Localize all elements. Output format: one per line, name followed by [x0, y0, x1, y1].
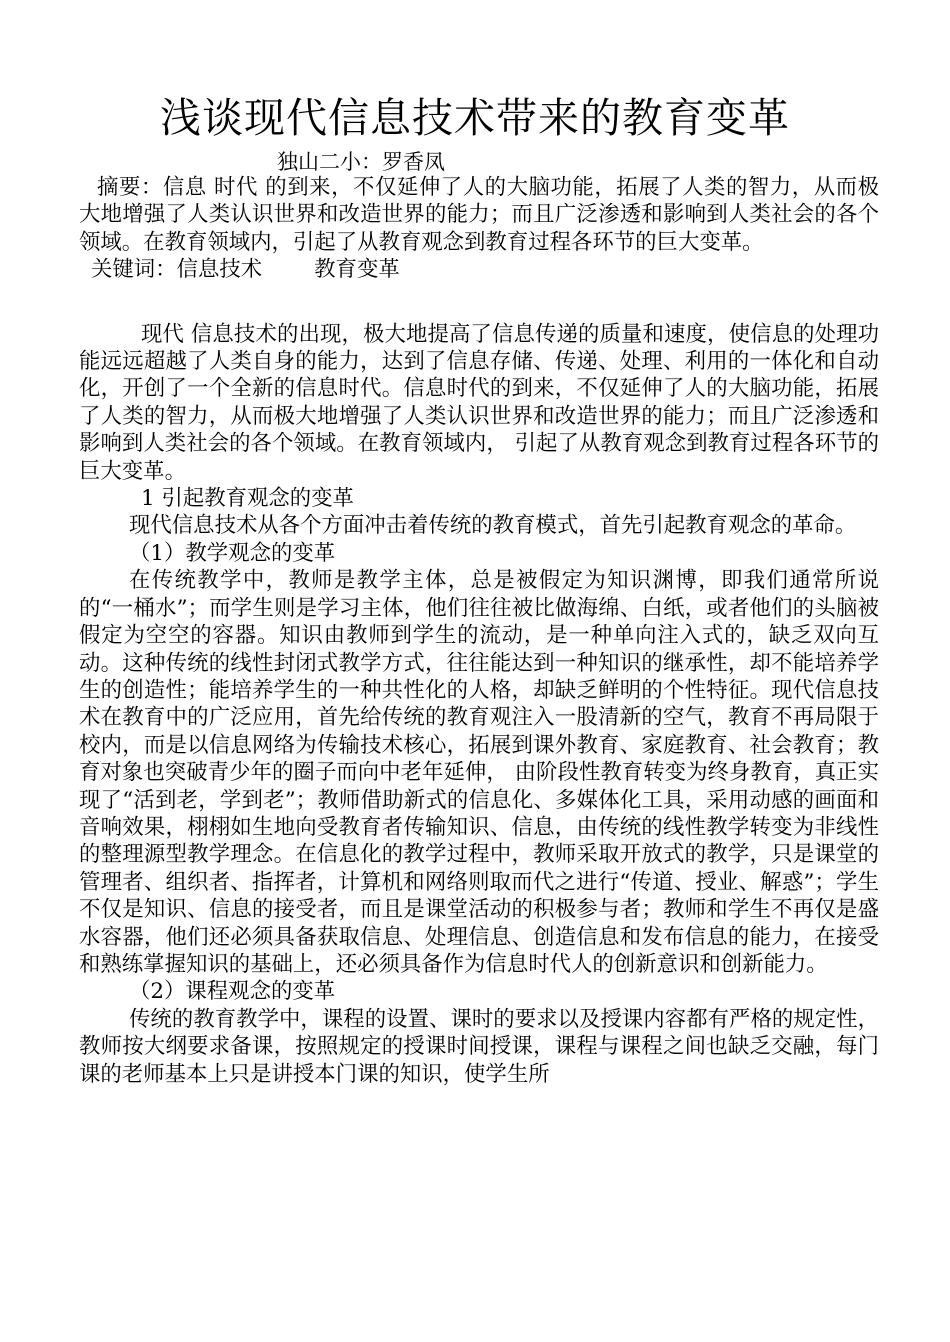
document-title: 浅谈现代信息技术带来的教育变革 [160, 94, 790, 142]
keywords-line [79, 256, 879, 283]
keywords-label: 关键词： [91, 257, 177, 283]
subsection-paragraph: 在传统教学中，教师是教学主体，总是被假定为知识渊博，即我们通常所说的“一桶水”；而学生则是学习主体，他们往往被比做海绵、白纸，或者他们的头脑被假定为空空的容器。知识由教师到学生的流动，是一种单向注入式的，缺乏双向互动。这种传统的线性封闭式教学方式，往往能达到一种知识的继承性，却不能培养学生的创造性；能培养学生的一种共性化的人格，却缺乏鲜明的个性特征。现代信息技术在教育中的广泛应用，首先给传统的教育观注入一股清新的空气，教育不再局限于校内，而是以信息网络为传输技术核心，拓展到课外教育、家庭教育、社会教育；教育对象也突破青少年的圈子而向中老年延伸， 由阶段性教育转变为终身教育，真正实现了“活到老，学到老”；教师借助新式的信息化、多媒体化工具，采用动感的画面和音响效果，栩栩如生地向受教育者传输知识、信息，由传统的线性教学转变为非线性的整理源型教学理念。在信息化的教学过程中，教师采取开放式的教学，只是课堂的管理者、组织者、指挥者，计算机和网络则取而代之进行“传道、授业、解惑”；学生不仅是知识、信息的接受者，而且是课堂活动的积极参与者；教师和学生不再仅是盛水容器，他们还必须具备获取信息、处理信息、创造信息和发布信息的能力，在接受和熟练掌握知识的基础上，还必须具备作为信息时代人的创新意识和创新能力。 [79, 568, 879, 977]
subsection-paragraph: 传统的教育教学中，课程的设置、课时的要求以及授课内容都有严格的规定性，教师按大纲要求备课，按照规定的授课时间授课，课程与课程之间也缺乏交融，每门课的老师基本上只是讲授本门课的知识，使学生所 [79, 1006, 879, 1087]
author-line: 独山二小：罗香凤 [277, 150, 445, 174]
keyword-item: 教育变革 [314, 257, 400, 283]
subsection-heading: （2）课程观念的变革 [129, 979, 336, 1005]
abstract-paragraph: 摘要：信息 时代 的到来，不仅延伸了人的大脑功能，拓展了人类的智力，从而极大地增强了人类认识世界和改造世界的能力；而且广泛渗透和影响到人类社会的各个领域。在教育领域内，引起了从教育观念到教育过程各环节的巨大变革。 [79, 175, 879, 255]
document-body [79, 174, 879, 1088]
intro-paragraph: 现代 信息技术的出现，极大地提高了信息传递的质量和速度，使信息的处理功能远远超越了人类自身的能力，达到了信息存储、传递、处理、利用的一体化和自动化，开创了一个全新的信息时代。信息时代的到来，不仅延伸了人的大脑功能，拓展了人类的智力，从而极大地增强了人类认识世界和改造世界的能力；而且广泛渗透和影响到人类社会的各个领域。在教育领域内， 引起了从教育观念到教育过程各环节的巨大变革。 [79, 321, 879, 484]
keyword-item: 信息技术 [176, 257, 263, 283]
section-heading: 1 引起教育观念的变革 [141, 486, 354, 512]
section-paragraph: 现代信息技术从各个方面冲击着传统的教育模式，首先引起教育观念的革命。 [129, 513, 857, 539]
subsection-heading: （1）教学观念的变革 [129, 540, 336, 566]
